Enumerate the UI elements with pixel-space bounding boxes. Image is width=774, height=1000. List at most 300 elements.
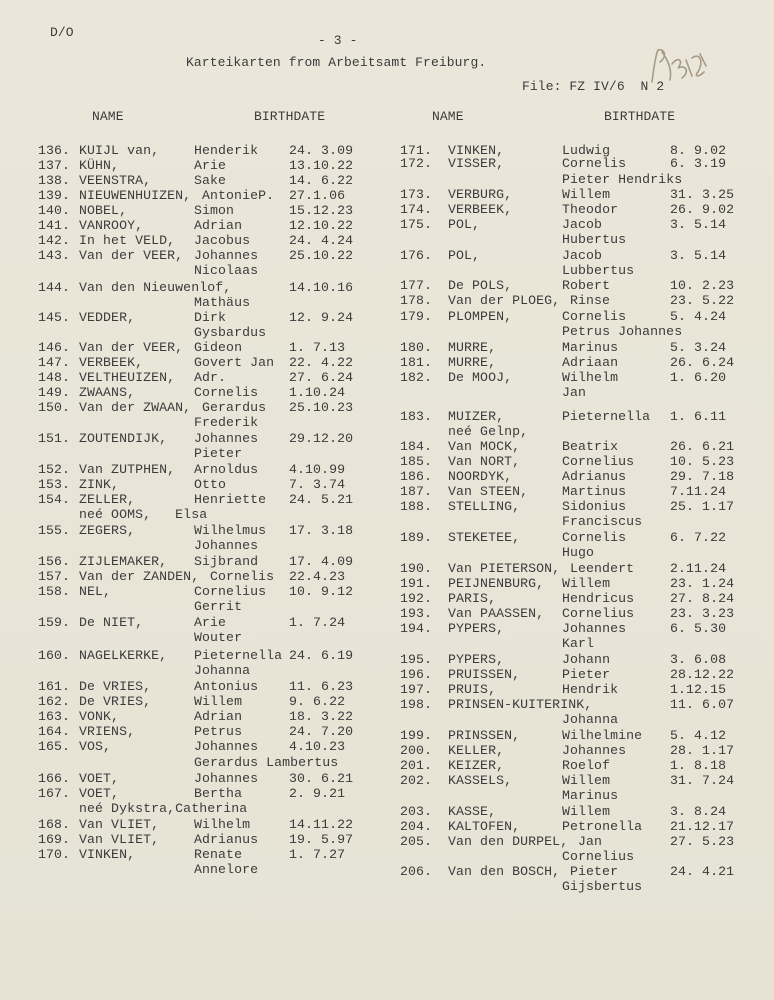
- right-entry-given: Willem: [562, 804, 611, 819]
- right-entry-date: 29. 7.18: [670, 469, 735, 484]
- document-title: Karteikarten from Arbeitsamt Freiburg.: [186, 55, 487, 70]
- left-entry-surname: Van VLIET,: [79, 832, 160, 847]
- right-entry-date: 6. 7.22: [670, 530, 727, 545]
- right-entry-surname: PRUISSEN,: [448, 667, 521, 682]
- left-entry-given: Henriette: [194, 492, 267, 507]
- left-entry-extra: Gysbardus: [194, 325, 267, 340]
- right-entry-given: Beatrix: [562, 439, 619, 454]
- left-entry-num: 149.: [38, 385, 71, 400]
- left-entry-given: Henderik: [194, 143, 259, 158]
- right-entry-num: 199.: [400, 728, 433, 743]
- right-entry-date: 1. 6.11: [670, 409, 727, 424]
- right-entry-extra: Hubertus: [562, 232, 627, 247]
- left-entry-given: Adrian: [194, 709, 243, 724]
- right-entry-date: 11. 6.07: [670, 697, 735, 712]
- left-entry-date: 22. 4.22: [289, 355, 354, 370]
- right-entry-date: 28. 1.17: [670, 743, 735, 758]
- right-entry-num: 179.: [400, 309, 433, 324]
- left-entry-extra: Mathäus: [194, 295, 251, 310]
- right-entry-surname: STEKETEE,: [448, 530, 521, 545]
- right-entry-surname: KELLER,: [448, 743, 505, 758]
- left-entry-num: 156.: [38, 554, 71, 569]
- right-entry-given: Cornelius: [562, 606, 635, 621]
- left-entry-date: 12.10.22: [289, 218, 354, 233]
- left-entry-date: 24. 6.19: [289, 648, 354, 663]
- right-entry-given: Cornelis: [562, 156, 627, 171]
- left-entry-given: Renate: [194, 847, 243, 862]
- right-entry-date: 26. 9.02: [670, 202, 735, 217]
- left-entry-given: Adrianus: [194, 832, 259, 847]
- left-entry-num: 167.: [38, 786, 71, 801]
- left-entry-given: Cornelis: [210, 569, 275, 584]
- right-entry-num: 198.: [400, 697, 433, 712]
- left-entry-surname: De NIET,: [79, 615, 144, 630]
- right-entry-given: Ludwig: [562, 143, 611, 158]
- left-entry-num: 169.: [38, 832, 71, 847]
- right-entry-surname: VINKEN,: [448, 143, 505, 158]
- right-column-birthdate-header: BIRTHDATE: [604, 109, 676, 124]
- left-entry-surname: NOBEL,: [79, 203, 128, 218]
- left-entry-date: 4.10.99: [289, 462, 346, 477]
- right-entry-extra: neé Gelnp,: [448, 424, 529, 439]
- left-entry-date: 25.10.22: [289, 248, 354, 263]
- left-entry-date: 17. 3.18: [289, 523, 354, 538]
- left-entry-given: Cornelis: [194, 385, 259, 400]
- right-entry-extra: Cornelius: [562, 849, 635, 864]
- right-entry-given: Leendert: [570, 561, 635, 576]
- left-entry-surname: Van der VEER,: [79, 340, 184, 355]
- left-entry-date: 14.10.16: [289, 280, 354, 295]
- right-entry-extra: Johanna: [562, 712, 619, 727]
- right-entry-surname: POL,: [448, 217, 481, 232]
- right-entry-surname: PRINSSEN,: [448, 728, 521, 743]
- left-entry-given: Arnoldus: [194, 462, 259, 477]
- right-entry-date: 23. 3.23: [670, 606, 735, 621]
- left-entry-surname: VOET,: [79, 771, 120, 786]
- right-entry-given: Johann: [562, 652, 611, 667]
- left-entry-date: 1. 7.24: [289, 615, 346, 630]
- right-entry-date: 1. 8.18: [670, 758, 727, 773]
- right-entry-date: 1. 6.20: [670, 370, 727, 385]
- right-entry-num: 190.: [400, 561, 433, 576]
- right-entry-date: 6. 5.30: [670, 621, 727, 636]
- right-entry-extra: Gijsbertus: [562, 879, 643, 894]
- right-entry-extra: Petrus Johannes: [562, 324, 683, 339]
- left-entry-extra: Annelore: [194, 862, 259, 877]
- right-entry-num: 183.: [400, 409, 433, 424]
- left-entry-date: 1.10.24: [289, 385, 346, 400]
- left-column-birthdate-header: BIRTHDATE: [254, 109, 326, 124]
- left-entry-date: 19. 5.97: [289, 832, 354, 847]
- right-entry-surname: MUIZER,: [448, 409, 505, 424]
- left-entry-num: 166.: [38, 771, 71, 786]
- left-entry-num: 146.: [38, 340, 71, 355]
- left-entry-num: 138.: [38, 173, 71, 188]
- right-entry-date: 5. 4.12: [670, 728, 727, 743]
- right-entry-extra: Marinus: [562, 788, 619, 803]
- right-entry-given: Johannes: [562, 743, 627, 758]
- right-entry-num: 184.: [400, 439, 433, 454]
- left-entry-num: 147.: [38, 355, 71, 370]
- left-entry-given: Gerardus: [202, 400, 267, 415]
- left-entry-date: 24. 4.24: [289, 233, 354, 248]
- right-entry-given: Pieternella: [562, 409, 651, 424]
- right-entry-surname: Van STEEN,: [448, 484, 529, 499]
- right-entry-num: 176.: [400, 248, 433, 263]
- right-entry-num: 189.: [400, 530, 433, 545]
- left-entry-given: Willem: [194, 694, 243, 709]
- left-entry-given: Gideon: [194, 340, 243, 355]
- left-entry-surname: VEENSTRA,: [79, 173, 152, 188]
- right-entry-num: 171.: [400, 143, 433, 158]
- left-entry-num: 145.: [38, 310, 71, 325]
- right-entry-given: Johannes: [562, 621, 627, 636]
- right-entry-given: Cornelius: [562, 454, 635, 469]
- right-entry-surname: Van PAASSEN,: [448, 606, 545, 621]
- right-entry-num: 188.: [400, 499, 433, 514]
- right-entry-given: Willem: [562, 773, 611, 788]
- left-entry-surname: VOET,: [79, 786, 120, 801]
- right-entry-surname: Van den BOSCH,: [448, 864, 561, 879]
- right-entry-surname: KALTOFEN,: [448, 819, 521, 834]
- left-entry-num: 168.: [38, 817, 71, 832]
- right-entry-num: 185.: [400, 454, 433, 469]
- left-entry-date: 15.12.23: [289, 203, 354, 218]
- right-entry-date: 10. 5.23: [670, 454, 735, 469]
- right-entry-num: 203.: [400, 804, 433, 819]
- right-entry-num: 186.: [400, 469, 433, 484]
- right-entry-date: 5. 4.24: [670, 309, 727, 324]
- right-entry-date: 8. 9.02: [670, 143, 727, 158]
- right-entry-num: 193.: [400, 606, 433, 621]
- right-entry-num: 201.: [400, 758, 433, 773]
- right-entry-surname: Van der PLOEG,: [448, 293, 561, 308]
- left-entry-num: 148.: [38, 370, 71, 385]
- right-entry-num: 206.: [400, 864, 433, 879]
- left-entry-given: Antonius: [194, 679, 259, 694]
- left-entry-num: 165.: [38, 739, 71, 754]
- left-entry-surname: Van der VEER,: [79, 248, 184, 263]
- left-entry-surname: VERBEEK,: [79, 355, 144, 370]
- left-entry-date: 9. 6.22: [289, 694, 346, 709]
- left-entry-num: 143.: [38, 248, 71, 263]
- left-entry-surname: VANROOY,: [79, 218, 144, 233]
- left-entry-date: 12. 9.24: [289, 310, 354, 325]
- right-entry-given: Hendrik: [562, 682, 619, 697]
- left-entry-date: 29.12.20: [289, 431, 354, 446]
- left-entry-given: Cornelius: [194, 584, 267, 599]
- left-entry-extra: Gerardus Lambertus: [194, 755, 339, 770]
- right-entry-date: 7.11.24: [670, 484, 727, 499]
- left-entry-num: 163.: [38, 709, 71, 724]
- right-entry-date: 27. 5.23: [670, 834, 735, 849]
- right-entry-num: 172.: [400, 156, 433, 171]
- right-entry-surname: NOORDYK,: [448, 469, 513, 484]
- right-entry-num: 187.: [400, 484, 433, 499]
- left-entry-surname: Van der ZWAAN,: [79, 400, 192, 415]
- right-entry-given: Roelof: [562, 758, 611, 773]
- right-entry-given: Jan: [578, 834, 603, 849]
- left-entry-date: 7. 3.74: [289, 477, 346, 492]
- right-entry-num: 173.: [400, 187, 433, 202]
- left-entry-given: Wilhelmus: [194, 523, 267, 538]
- right-entry-extra: Jan: [562, 385, 587, 400]
- left-entry-num: 151.: [38, 431, 71, 446]
- right-entry-surname: PARIS,: [448, 591, 497, 606]
- left-entry-date: 2. 9.21: [289, 786, 346, 801]
- left-entry-extra: Johannes: [194, 538, 259, 553]
- left-entry-surname: Van den Nieuwenlof,: [79, 280, 232, 295]
- left-entry-surname: De VRIES,: [79, 679, 152, 694]
- left-entry-num: 154.: [38, 492, 71, 507]
- right-entry-extra: Pieter Hendriks: [562, 172, 683, 187]
- left-entry-num: 160.: [38, 648, 71, 663]
- left-entry-num: 161.: [38, 679, 71, 694]
- right-entry-date: 26. 6.21: [670, 439, 735, 454]
- right-entry-given: Rinse: [570, 293, 611, 308]
- left-entry-surname: ZIJLEMAKER,: [79, 554, 168, 569]
- right-entry-num: 205.: [400, 834, 433, 849]
- left-entry-surname: In het VELD,: [79, 233, 176, 248]
- left-entry-date: 27. 6.24: [289, 370, 354, 385]
- left-entry-given: Johannes: [194, 248, 259, 263]
- right-entry-given: Wilhelmine: [562, 728, 643, 743]
- right-entry-surname: Van PIETERSON,: [448, 561, 561, 576]
- right-entry-num: 180.: [400, 340, 433, 355]
- left-entry-given: Wilhelm: [194, 817, 251, 832]
- left-entry-num: 170.: [38, 847, 71, 862]
- left-entry-date: 27.1.06: [289, 188, 346, 203]
- left-entry-given: Pieternella: [194, 648, 283, 663]
- right-entry-surname: VISSER,: [448, 156, 505, 171]
- left-entry-num: 141.: [38, 218, 71, 233]
- right-entry-given: Robert: [562, 278, 611, 293]
- right-entry-given: Petronella: [562, 819, 643, 834]
- left-entry-surname: Van ZUTPHEN,: [79, 462, 176, 477]
- left-entry-extra: Gerrit: [194, 599, 243, 614]
- right-entry-surname: PEIJNENBURG,: [448, 576, 545, 591]
- left-entry-given: Johannes: [194, 771, 259, 786]
- left-entry-surname: ZWAANS,: [79, 385, 136, 400]
- left-entry-num: 137.: [38, 158, 71, 173]
- right-entry-date: 21.12.17: [670, 819, 735, 834]
- right-entry-surname: KASSE,: [448, 804, 497, 819]
- right-entry-date: 3. 6.08: [670, 652, 727, 667]
- left-entry-given: Johannes: [194, 431, 259, 446]
- left-entry-date: 1. 7.27: [289, 847, 346, 862]
- left-entry-extra: neé Dykstra,Catherina: [79, 801, 248, 816]
- right-entry-date: 1.12.15: [670, 682, 727, 697]
- right-entry-surname: KASSELS,: [448, 773, 513, 788]
- right-entry-num: 191.: [400, 576, 433, 591]
- right-entry-surname: VERBURG,: [448, 187, 513, 202]
- right-entry-date: 5. 3.24: [670, 340, 727, 355]
- left-entry-num: 144.: [38, 280, 71, 295]
- left-column-name-header: NAME: [92, 109, 124, 124]
- right-entry-date: 10. 2.23: [670, 278, 735, 293]
- left-entry-num: 153.: [38, 477, 71, 492]
- right-entry-num: 174.: [400, 202, 433, 217]
- right-entry-surname: PRINSEN-KUITERINK,: [448, 697, 593, 712]
- left-entry-date: 11. 6.23: [289, 679, 354, 694]
- left-entry-date: 22.4.23: [289, 569, 346, 584]
- left-entry-given: Sijbrand: [194, 554, 259, 569]
- right-entry-surname: STELLING,: [448, 499, 521, 514]
- left-entry-surname: Van der ZANDEN,: [79, 569, 200, 584]
- left-entry-extra: Johanna: [194, 663, 251, 678]
- right-column-name-header: NAME: [432, 109, 464, 124]
- left-entry-date: 17. 4.09: [289, 554, 354, 569]
- left-entry-num: 162.: [38, 694, 71, 709]
- right-entry-given: Cornelis: [562, 309, 627, 324]
- right-entry-given: Willem: [562, 187, 611, 202]
- right-entry-given: Adriaan: [562, 355, 619, 370]
- right-entry-given: Hendricus: [562, 591, 635, 606]
- left-entry-date: 14.11.22: [289, 817, 354, 832]
- right-entry-surname: De MOOJ,: [448, 370, 513, 385]
- right-entry-extra: Franciscus: [562, 514, 643, 529]
- right-entry-date: 3. 8.24: [670, 804, 727, 819]
- right-entry-given: Sidonius: [562, 499, 627, 514]
- left-entry-given: Adr.: [194, 370, 227, 385]
- right-entry-date: 31. 7.24: [670, 773, 735, 788]
- left-entry-num: 159.: [38, 615, 71, 630]
- handwritten-signature: [648, 46, 710, 88]
- left-entry-surname: VONK,: [79, 709, 120, 724]
- right-entry-given: Jacob: [562, 248, 603, 263]
- right-entry-given: Cornelis: [562, 530, 627, 545]
- right-entry-num: 177.: [400, 278, 433, 293]
- left-entry-date: 25.10.23: [289, 400, 354, 415]
- right-entry-given: Jacob: [562, 217, 603, 232]
- right-entry-given: Pieter: [570, 864, 619, 879]
- right-entry-surname: POL,: [448, 248, 481, 263]
- left-entry-date: 10. 9.12: [289, 584, 354, 599]
- right-entry-given: Adrianus: [562, 469, 627, 484]
- left-entry-num: 139.: [38, 188, 71, 203]
- right-entry-date: 6. 3.19: [670, 156, 727, 171]
- left-entry-date: 4.10.23: [289, 739, 346, 754]
- right-entry-num: 182.: [400, 370, 433, 385]
- right-entry-surname: De POLS,: [448, 278, 513, 293]
- left-entry-given: Sake: [194, 173, 227, 188]
- left-entry-surname: VOS,: [79, 739, 112, 754]
- right-entry-num: 200.: [400, 743, 433, 758]
- right-entry-given: Martinus: [562, 484, 627, 499]
- left-entry-given: Bertha: [194, 786, 243, 801]
- right-entry-surname: PRUIS,: [448, 682, 497, 697]
- right-entry-date: 25. 1.17: [670, 499, 735, 514]
- left-entry-surname: Van VLIET,: [79, 817, 160, 832]
- left-entry-given: Jacobus: [194, 233, 251, 248]
- right-entry-given: Wilhelm: [562, 370, 619, 385]
- right-entry-num: 202.: [400, 773, 433, 788]
- right-entry-surname: MURRE,: [448, 340, 497, 355]
- left-entry-given: Petrus: [194, 724, 243, 739]
- right-entry-surname: Van MOCK,: [448, 439, 521, 454]
- left-entry-surname: ZINK,: [79, 477, 120, 492]
- right-entry-num: 197.: [400, 682, 433, 697]
- left-entry-date: 1. 7.13: [289, 340, 346, 355]
- left-entry-surname: ZEGERS,: [79, 523, 136, 538]
- left-entry-surname: KÜHN,: [79, 158, 120, 173]
- left-entry-num: 164.: [38, 724, 71, 739]
- right-entry-date: 24. 4.21: [670, 864, 735, 879]
- left-entry-date: 24. 5.21: [289, 492, 354, 507]
- right-entry-date: 3. 5.14: [670, 248, 727, 263]
- left-entry-given: Arie: [194, 615, 227, 630]
- left-entry-surname: VELTHEUIZEN,: [79, 370, 176, 385]
- page-number: - 3 -: [318, 33, 358, 48]
- right-entry-date: 23. 1.24: [670, 576, 735, 591]
- left-entry-num: 136.: [38, 143, 71, 158]
- right-entry-num: 194.: [400, 621, 433, 636]
- right-entry-surname: Van NORT,: [448, 454, 521, 469]
- right-entry-date: 26. 6.24: [670, 355, 735, 370]
- right-entry-date: 2.11.24: [670, 561, 727, 576]
- right-entry-num: 181.: [400, 355, 433, 370]
- left-entry-date: 24. 3.09: [289, 143, 354, 158]
- right-entry-num: 192.: [400, 591, 433, 606]
- right-entry-num: 178.: [400, 293, 433, 308]
- left-entry-num: 152.: [38, 462, 71, 477]
- left-entry-surname: ZELLER,: [79, 492, 136, 507]
- right-entry-surname: MURRE,: [448, 355, 497, 370]
- left-entry-given: Arie: [194, 158, 227, 173]
- right-entry-date: 31. 3.25: [670, 187, 735, 202]
- left-entry-surname: ZOUTENDIJK,: [79, 431, 168, 446]
- left-entry-num: 150.: [38, 400, 71, 415]
- left-entry-num: 157.: [38, 569, 71, 584]
- right-entry-date: 3. 5.14: [670, 217, 727, 232]
- right-entry-given: Theodor: [562, 202, 619, 217]
- left-entry-given: Otto: [194, 477, 227, 492]
- left-entry-surname: VINKEN,: [79, 847, 136, 862]
- left-entry-surname: VRIENS,: [79, 724, 136, 739]
- left-entry-date: 13.10.22: [289, 158, 354, 173]
- left-entry-given: Adrian: [194, 218, 243, 233]
- left-entry-given: Johannes: [194, 739, 259, 754]
- right-entry-extra: Hugo: [562, 545, 595, 560]
- right-entry-num: 175.: [400, 217, 433, 232]
- left-entry-given: Govert Jan: [194, 355, 275, 370]
- left-entry-surname: VEDDER,: [79, 310, 136, 325]
- right-entry-surname: PYPERS,: [448, 652, 505, 667]
- left-entry-extra: Nicolaas: [194, 263, 259, 278]
- right-entry-extra: Lubbertus: [562, 263, 635, 278]
- left-entry-surname: NIEUWENHUIZEN,: [79, 188, 192, 203]
- left-entry-given: AntonieP.: [202, 188, 275, 203]
- left-entry-surname: De VRIES,: [79, 694, 152, 709]
- right-entry-given: Marinus: [562, 340, 619, 355]
- right-entry-surname: PLOMPEN,: [448, 309, 513, 324]
- document-code: D/O: [50, 25, 74, 40]
- left-entry-extra: Frederik: [194, 415, 259, 430]
- right-entry-date: 23. 5.22: [670, 293, 735, 308]
- left-entry-extra: Pieter: [194, 446, 243, 461]
- left-entry-date: 14. 6.22: [289, 173, 354, 188]
- left-entry-given: Dirk: [194, 310, 227, 325]
- right-entry-surname: Van den DURPEL,: [448, 834, 569, 849]
- left-entry-surname: NAGELKERKE,: [79, 648, 168, 663]
- right-entry-num: 204.: [400, 819, 433, 834]
- right-entry-extra: Karl: [562, 636, 595, 651]
- right-entry-surname: PYPERS,: [448, 621, 505, 636]
- right-entry-given: Willem: [562, 576, 611, 591]
- right-entry-date: 28.12.22: [670, 667, 735, 682]
- right-entry-num: 196.: [400, 667, 433, 682]
- file-reference: File: FZ IV/6 N 2: [522, 79, 665, 94]
